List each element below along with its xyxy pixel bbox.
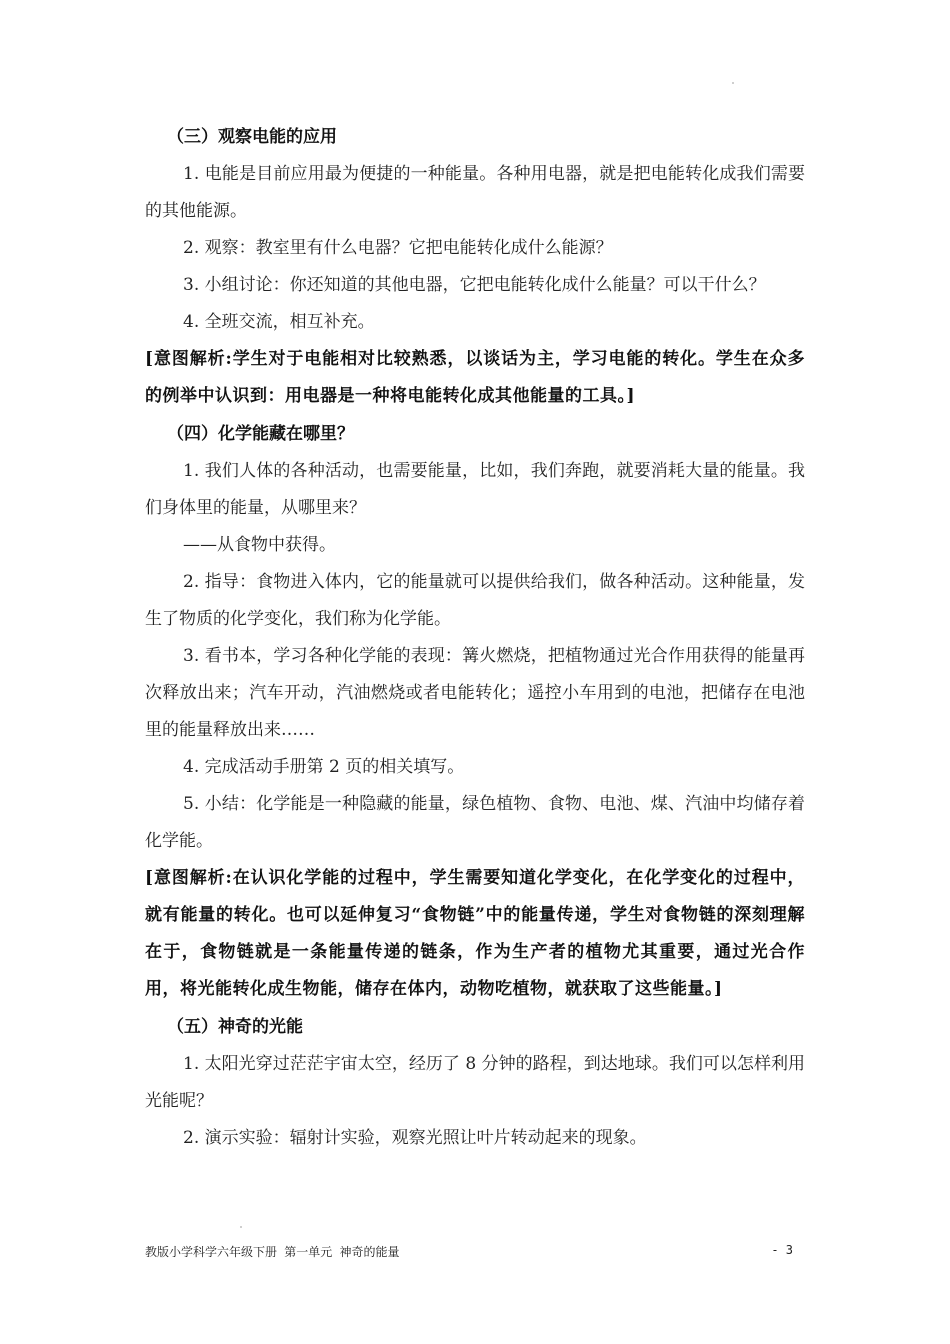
paragraph: 4. 全班交流，相互补充。 — [183, 312, 375, 332]
paragraph: 3. 小组讨论：你还知道的其他电器，它把电能转化成什么能量？可以干什么？ — [183, 275, 766, 295]
paragraph: 2. 指导：食物进入体内，它的能量就可以提供给我们，做各种活动。这种能量，发生了物质的化学变化，我们称为化学能。 — [145, 572, 805, 629]
paragraph: ——从食物中获得。 — [183, 535, 336, 555]
paragraph: 1. 我们人体的各种活动，也需要能量，比如，我们奔跑，就要消耗大量的能量。我们身体里的能量，从哪里来？ — [145, 461, 805, 518]
paragraph: 1. 电能是目前应用最为便捷的一种能量。各种用电器，就是把电能转化成我们需要的其他能源。 — [145, 164, 805, 221]
section-heading-electric: （三）观察电能的应用 — [167, 127, 337, 147]
page-number: - 3 — [771, 1243, 793, 1257]
paragraph: 2. 演示实验：辐射计实验，观察光照让叶片转动起来的现象。 — [183, 1128, 647, 1148]
scan-mark-top — [732, 82, 734, 84]
footer-title: 教版小学科学六年级下册 第一单元 神奇的能量 — [145, 1245, 400, 1259]
scan-mark-bottom — [240, 1226, 242, 1228]
paragraph: 5. 小结：化学能是一种隐藏的能量，绿色植物、食物、电池、煤、汽油中均储存着化学能。 — [145, 794, 805, 851]
section-heading-chemical: （四）化学能藏在哪里？ — [167, 424, 354, 444]
paragraph: 1. 太阳光穿过茫茫宇宙太空，经历了 8 分钟的路程，到达地球。我们可以怎样利用光能呢？ — [145, 1054, 805, 1111]
document-body — [145, 118, 805, 1157]
paragraph: 3. 看书本，学习各种化学能的表现：篝火燃烧，把植物通过光合作用获得的能量再次释放出来；汽车开动，汽油燃烧或者电能转化；遥控小车用到的电池，把储存在电池里的能量释放出来…… — [145, 646, 805, 740]
section-heading-light: （五）神奇的光能 — [167, 1017, 303, 1037]
intent-note: [意图解析:学生对于电能相对比较熟悉，以谈话为主，学习电能的转化。学生在众多的例举中认识到：用电器是一种将电能转化成其他能量的工具。] — [145, 349, 805, 406]
intent-note: [意图解析:在认识化学能的过程中，学生需要知道化学变化，在化学变化的过程中，就有能量的转化。也可以延伸复习“食物链”中的能量传递，学生对食物链的深刻理解在于，食物链就是一条能量传递的链条，作为生产者的植物尤其重要，通过光合作用，将光能转化成生物能，储存在体内，动物吃植物，就获取了这些能量。] — [145, 868, 805, 999]
paragraph: 4. 完成活动手册第 2 页的相关填写。 — [183, 757, 465, 777]
paragraph: 2. 观察：教室里有什么电器？它把电能转化成什么能源？ — [183, 238, 613, 258]
